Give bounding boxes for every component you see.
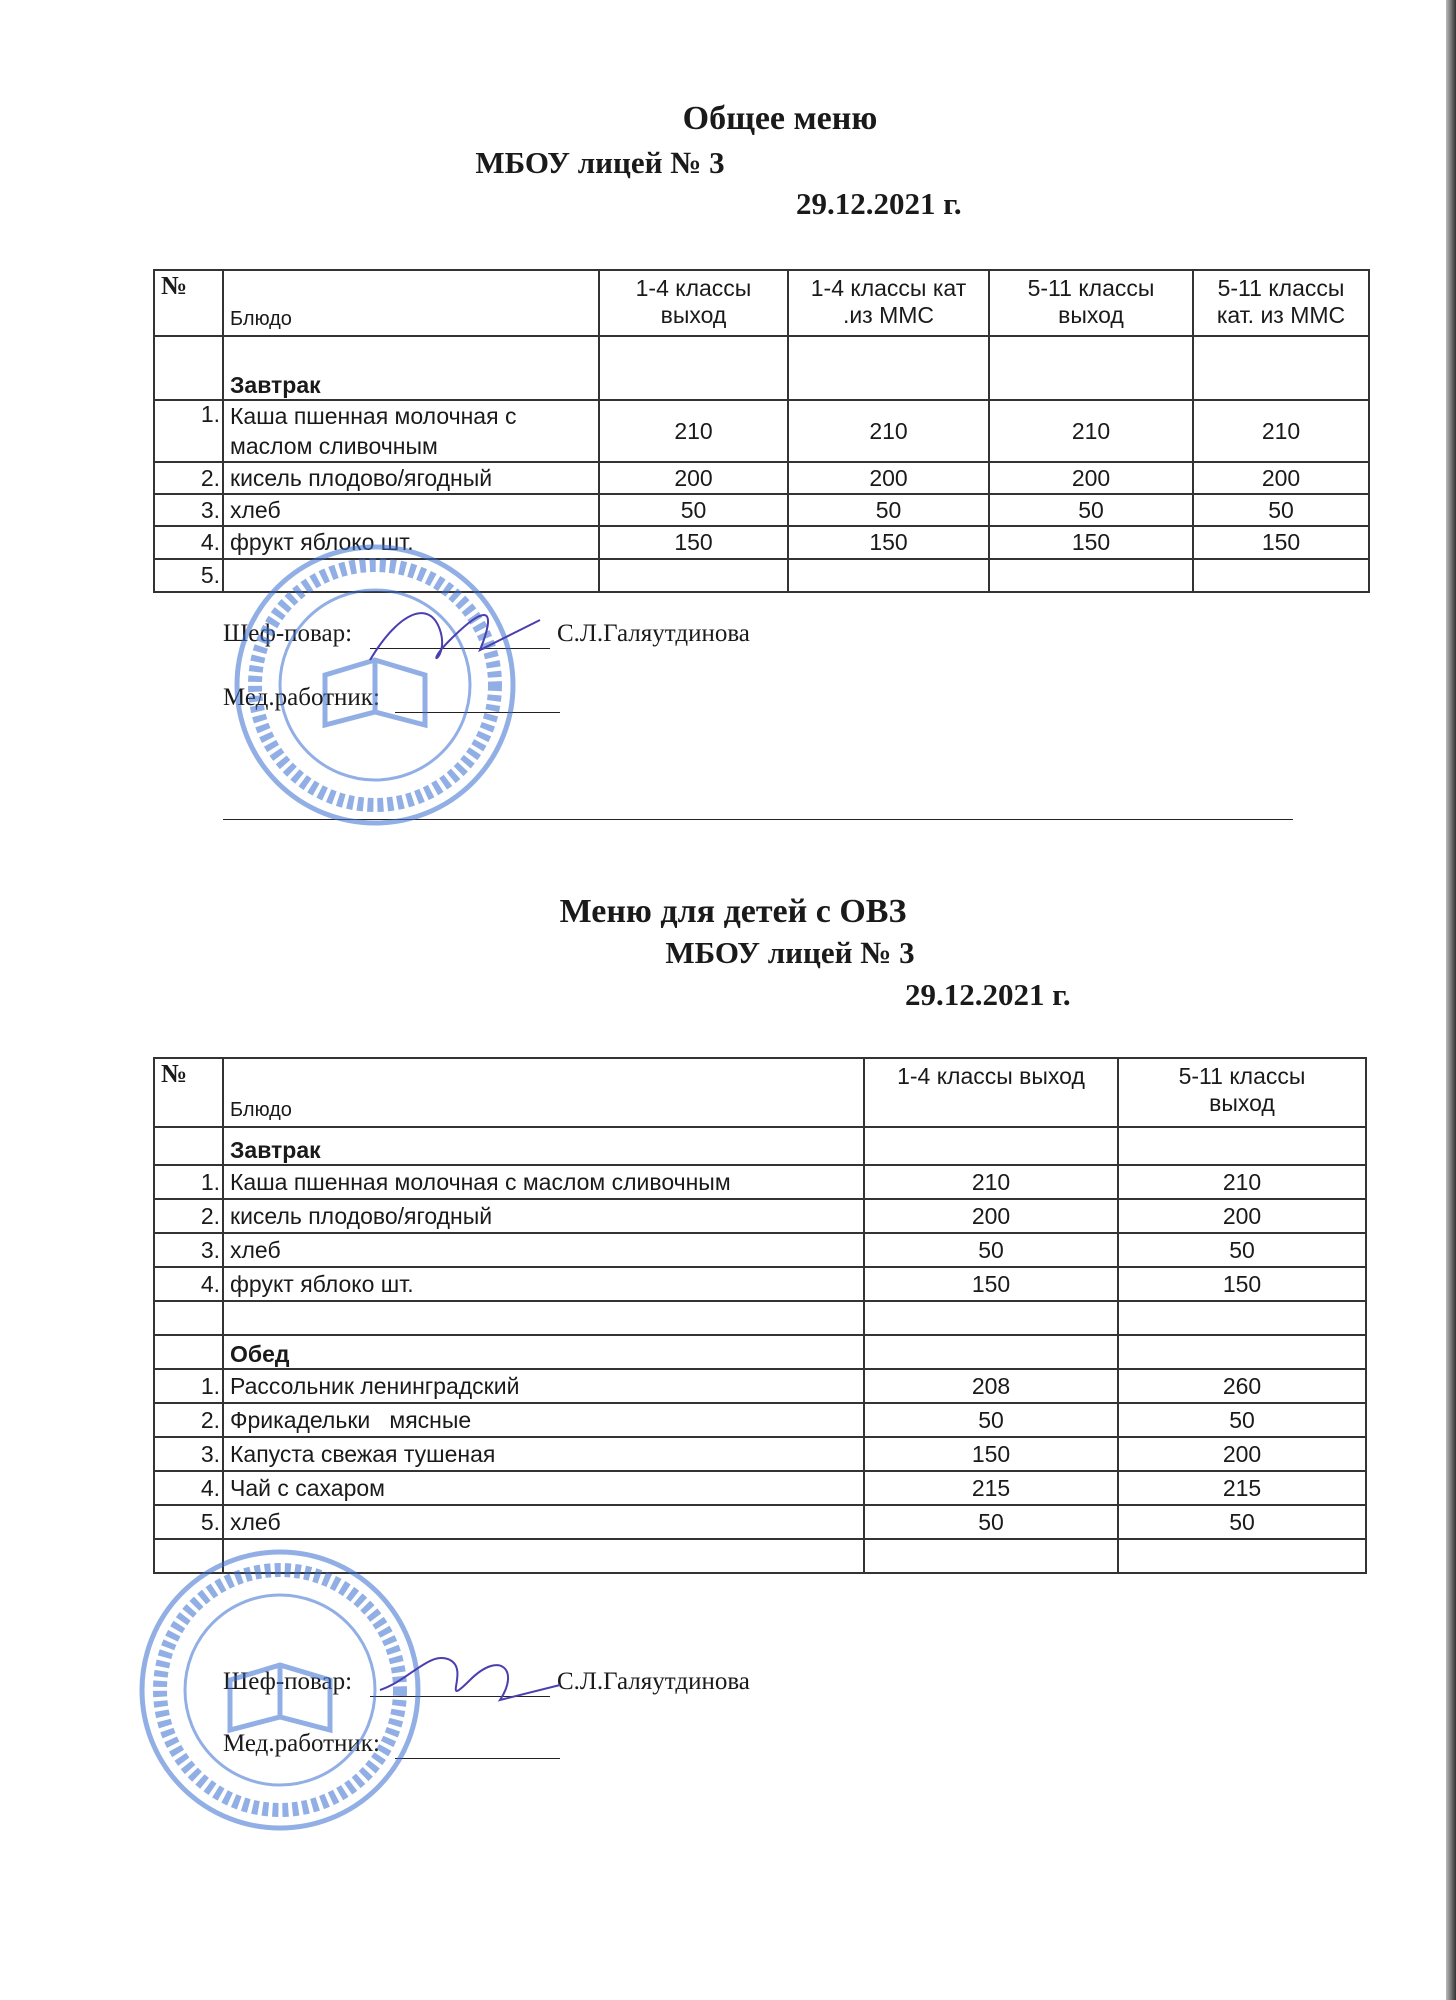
value: 200 <box>1118 1437 1366 1471</box>
row-number: 3. <box>154 1233 223 1267</box>
value: 210 <box>1193 400 1369 462</box>
value: 50 <box>989 494 1193 526</box>
value: 150 <box>989 526 1193 559</box>
dish-name: фрукт яблоко шт. <box>223 1267 864 1301</box>
row-number: 1. <box>154 1369 223 1403</box>
value: 150 <box>1118 1267 1366 1301</box>
value: 150 <box>599 526 788 559</box>
dish-name: Каша пшенная молочная с маслом сливочным <box>223 1165 864 1199</box>
header-c1: 1-4 классы выход <box>864 1058 1118 1127</box>
value: 150 <box>1193 526 1369 559</box>
row-number: 4. <box>154 526 223 559</box>
dish-name: хлеб <box>223 494 599 526</box>
table-row <box>154 494 1369 526</box>
row-number: 1. <box>154 1165 223 1199</box>
dish-name: фрукт яблоко шт. <box>223 526 599 559</box>
dish-name: хлеб <box>223 1505 864 1539</box>
value: 50 <box>1118 1233 1366 1267</box>
table-row <box>154 462 1369 494</box>
value: 210 <box>989 400 1193 462</box>
table-row <box>154 1165 1366 1199</box>
dish-name: Рассольник ленинградский <box>223 1369 864 1403</box>
value: 50 <box>1118 1505 1366 1539</box>
row-number: 3. <box>154 1437 223 1471</box>
value: 200 <box>864 1199 1118 1233</box>
header-no: № <box>154 1058 223 1127</box>
row-number: 4. <box>154 1267 223 1301</box>
header-no: № <box>154 270 223 336</box>
header-c2: 5-11 классы выход <box>1118 1058 1366 1127</box>
value: 50 <box>599 494 788 526</box>
dish-name: кисель плодово/ягодный <box>223 1199 864 1233</box>
dish-name: кисель плодово/ягодный <box>223 462 599 494</box>
value: 210 <box>864 1165 1118 1199</box>
ovz-med-label: Мед.работник: <box>223 1730 380 1757</box>
table-row <box>154 1199 1366 1233</box>
value: 200 <box>1193 462 1369 494</box>
chef-signature-1 <box>360 590 560 680</box>
table-row <box>154 1471 1366 1505</box>
section-breakfast: Завтрак <box>223 336 599 400</box>
row-number: 2. <box>154 1403 223 1437</box>
value: 215 <box>1118 1471 1366 1505</box>
value: 210 <box>599 400 788 462</box>
dish-name: Фрикадельки мясные <box>223 1403 864 1437</box>
table-row <box>154 1369 1366 1403</box>
menu-title: Общее меню <box>682 100 878 137</box>
dish-name: Каша пшенная молочная с маслом сливочным <box>223 400 599 462</box>
row-number: 5. <box>154 1505 223 1539</box>
table-row <box>154 1505 1366 1539</box>
value: 260 <box>1118 1369 1366 1403</box>
value: 210 <box>788 400 989 462</box>
ovz-menu-title: Меню для детей с ОВЗ <box>559 893 907 930</box>
row-number: 2. <box>154 1199 223 1233</box>
value: 200 <box>989 462 1193 494</box>
value: 215 <box>864 1471 1118 1505</box>
header-dish: Блюдо <box>223 270 599 336</box>
value: 50 <box>788 494 989 526</box>
dish-name: Капуста свежая тушеная <box>223 1437 864 1471</box>
row-number: 1. <box>154 400 223 462</box>
value: 150 <box>864 1437 1118 1471</box>
table-row <box>154 1437 1366 1471</box>
value: 200 <box>599 462 788 494</box>
row-number: 2. <box>154 462 223 494</box>
menu-date: 29.12.2021 г. <box>796 186 962 221</box>
section-breakfast: Завтрак <box>223 1127 864 1165</box>
ovz-school-name: МБОУ лицей № 3 <box>665 935 915 970</box>
header-dish: Блюдо <box>223 1058 864 1127</box>
value: 200 <box>788 462 989 494</box>
value: 208 <box>864 1369 1118 1403</box>
value: 210 <box>1118 1165 1366 1199</box>
table-row <box>154 1233 1366 1267</box>
header-c1: 1-4 классы выход <box>599 270 788 336</box>
school-name: МБОУ лицей № 3 <box>475 145 725 180</box>
value: 50 <box>864 1233 1118 1267</box>
header-c2: 1-4 классы кат .из ММС <box>788 270 989 336</box>
row-number: 3. <box>154 494 223 526</box>
value: 50 <box>1193 494 1369 526</box>
value: 150 <box>864 1267 1118 1301</box>
value: 50 <box>864 1505 1118 1539</box>
header-c3: 5-11 классы выход <box>989 270 1193 336</box>
dish-name: Чай с сахаром <box>223 1471 864 1505</box>
ovz-menu-date: 29.12.2021 г. <box>905 977 1071 1012</box>
scan-edge <box>1446 0 1456 2000</box>
school-stamp-1 <box>230 540 520 830</box>
value: 150 <box>788 526 989 559</box>
dish-name: хлеб <box>223 1233 864 1267</box>
chef-label: Шеф-повар: <box>223 620 353 647</box>
table-row <box>154 400 1369 462</box>
row-number: 4. <box>154 1471 223 1505</box>
ovz-chef-label: Шеф-повар: <box>223 1668 353 1695</box>
section-lunch: Обед <box>223 1335 864 1369</box>
header-c4: 5-11 классы кат. из ММС <box>1193 270 1369 336</box>
ovz-chef-name: С.Л.Галяутдинова <box>557 1668 750 1695</box>
value: 50 <box>1118 1403 1366 1437</box>
value: 200 <box>1118 1199 1366 1233</box>
med-label: Мед.работник: <box>223 684 380 711</box>
row-number: 5. <box>154 559 223 592</box>
chef-signature-2 <box>370 1630 570 1720</box>
ovz-menu-table <box>153 1057 1367 1574</box>
table-row <box>154 1267 1366 1301</box>
value: 50 <box>864 1403 1118 1437</box>
table-row <box>154 1403 1366 1437</box>
chef-name: С.Л.Галяутдинова <box>557 620 750 647</box>
